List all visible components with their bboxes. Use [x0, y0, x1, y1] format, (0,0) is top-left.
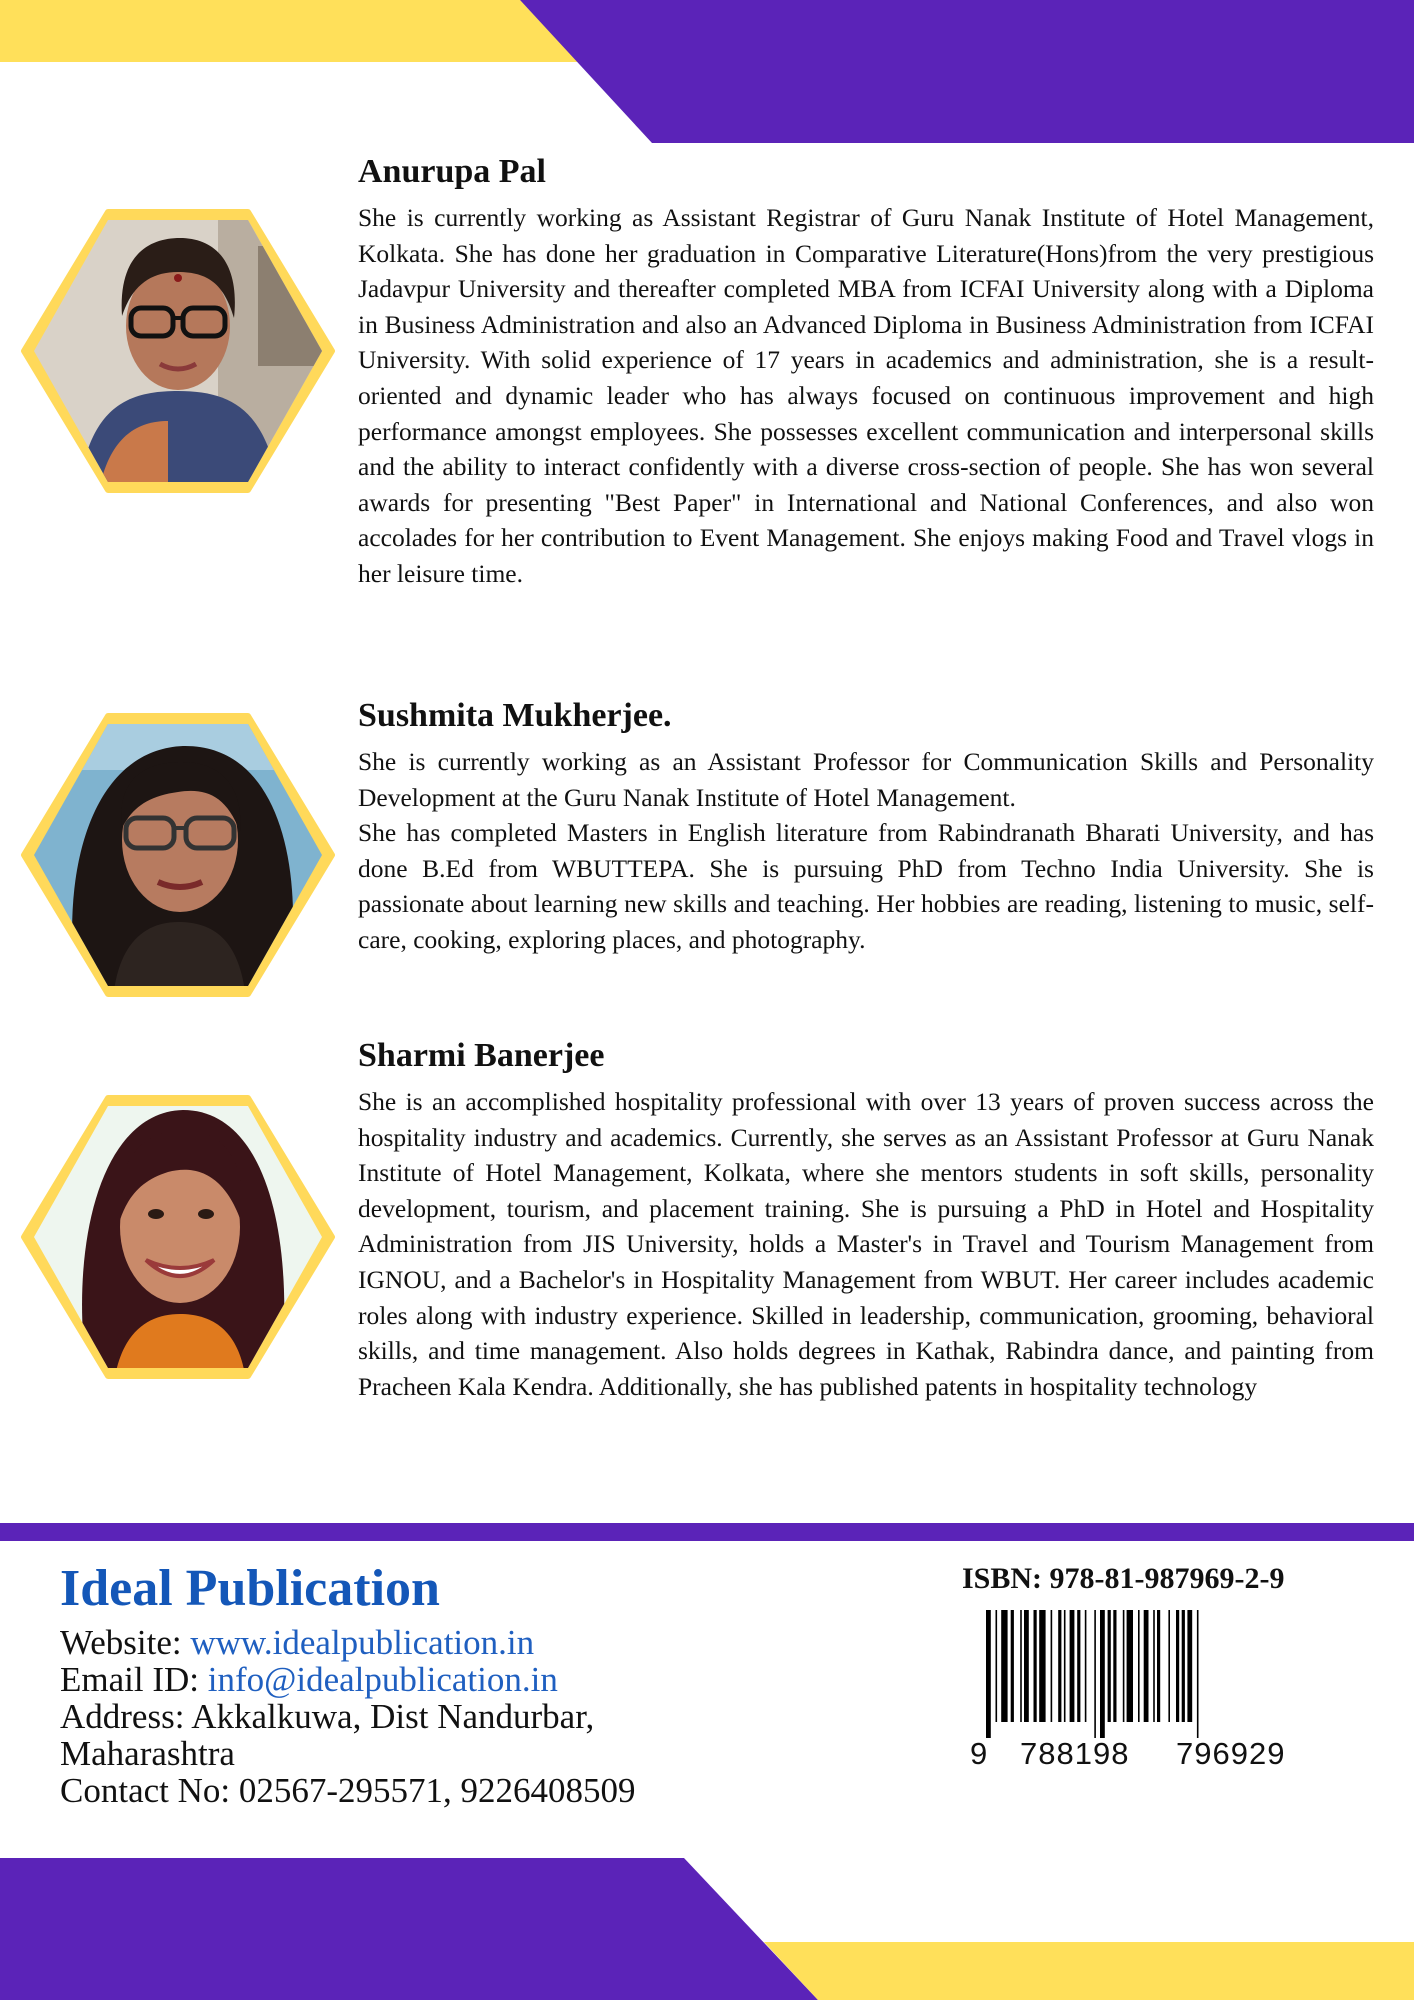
barcode-bar [1094, 1610, 1096, 1738]
barcode-bar [986, 1610, 991, 1738]
profile-name: Sharmi Banerjee [358, 1037, 605, 1074]
email-label: Email ID: [60, 1660, 208, 1699]
barcode-bar [1153, 1610, 1155, 1722]
barcode-bar [1187, 1610, 1192, 1722]
barcode-bar [1020, 1610, 1022, 1722]
barcode-bar [1113, 1610, 1116, 1722]
profile-name: Sushmita Mukherjee. [358, 697, 672, 734]
publisher-contact: Contact No: 02567-295571, 9226408509 [60, 1771, 636, 1810]
profile-bio: She is an accomplished hospitality professional with over 13 years of proven success across the hospitality industry and academics. Currently, she serves as an Assistant Professor at Guru Nanak Institute of Hotel Management, Kolkata, where she mentors students in soft skills, personality development, tourism, and placement training. She is pursuing a PhD in Hotel and Hospitality Administration from JIS University, holds a Master's in Travel and Tourism Management from IGNOU, and a Bachelor's in Hospitality Management from WBUT. Her career includes academic roles along with industry experience. Skilled in leadership, communication, grooming, behavioral skills, and time management. Also holds degrees in Kathak, Rabindra dance, and painting from Pracheen Kala Kendra. Additionally, she has published patents in hospitality technology [358, 1087, 1374, 1401]
barcode-bar [1157, 1610, 1160, 1722]
portrait-photo-icon [18, 710, 338, 1000]
barcode-bar [1085, 1610, 1087, 1722]
barcode-digits-group-2: 796929 [1176, 1736, 1286, 1771]
profile-bio: She is currently working as Assistant Registrar of Guru Nanak Institute of Hotel Management, Kolkata. She has done her graduation in Comparative Literature(Hons)from the very prestigious Jadavpur University and thereafter completed MBA from ICFAI University along with a Diploma in Business Administration and also an Advanced Diploma in Business Administration from ICFAI University. With solid experience of 17 years in academics and administration, she is a result-oriented and dynamic leader who has always focused on continuous improvement and high performance amongst employees. She possesses excellent communication and interpersonal skills and the ability to interact confidently with a diverse cross-section of people. She has won several awards for presenting "Best Paper" in International and National Conferences, and also won accolades for her contribution to Event Management. She enjoys making Food and Travel vlogs in her leisure time. [358, 203, 1374, 588]
publisher-email [60, 1661, 820, 1698]
barcode-bar [1127, 1610, 1133, 1722]
publisher-info [60, 1560, 820, 1809]
barcode-bar [1182, 1610, 1185, 1722]
barcode-bar [1123, 1610, 1125, 1722]
barcode-bar [1039, 1610, 1045, 1722]
email-link[interactable]: info@idealpublication.in [207, 1660, 558, 1699]
footer-divider [0, 1523, 1414, 1541]
barcode-bar [1168, 1610, 1170, 1722]
barcode-bar [1108, 1610, 1111, 1722]
bio-block [358, 694, 1374, 958]
portrait-photo-icon [18, 206, 338, 496]
portrait-photo-icon [18, 1092, 338, 1382]
barcode-bar [1034, 1610, 1037, 1722]
publisher-website [60, 1624, 820, 1661]
bottom-decoration [0, 1858, 1414, 2000]
top-decoration [0, 0, 1414, 145]
bio-block [358, 150, 1374, 592]
barcode-digits-group-1: 788198 [1020, 1736, 1130, 1771]
barcode-bar [1001, 1610, 1007, 1722]
barcode-bar [1144, 1610, 1149, 1722]
barcode-icon [972, 1610, 1312, 1738]
barcode-bar [1024, 1610, 1029, 1722]
barcode-bar [1058, 1610, 1061, 1722]
barcode-bar [1077, 1610, 1080, 1722]
publisher-address-line-1: Address: Akkalkuwa, Dist Nandurbar, [60, 1697, 595, 1736]
profile-bio-line-2: She has completed Masters in English literature from Rabindranath Bharati University, and has done B.Ed from WBUTTEPA. She is pursuing PhD from Techno India University. She is passionate about learning new skills and teaching. Her hobbies are reading, listening to music, self-care, cooking, exploring places, and photography. [358, 818, 1374, 954]
publisher-address-line-2: Maharashtra [60, 1734, 235, 1773]
publisher-name: Ideal Publication [60, 1560, 440, 1617]
barcode-bar [996, 1610, 998, 1722]
isbn-label: ISBN: 978-81-987969-2-9 [962, 1562, 1285, 1595]
barcode-digit-first: 9 [970, 1736, 989, 1771]
website-link[interactable]: www.idealpublication.in [190, 1623, 535, 1662]
website-label: Website: [60, 1623, 191, 1662]
barcode-bar [1051, 1610, 1053, 1722]
bio-block [358, 1034, 1374, 1404]
barcode-bar [1138, 1610, 1140, 1722]
profile-name: Anurupa Pal [358, 153, 546, 190]
barcode-bar [1064, 1610, 1066, 1722]
barcode-bar [1100, 1610, 1105, 1738]
barcode-bar [1176, 1610, 1179, 1722]
barcode-bar [1011, 1610, 1014, 1722]
barcode-bar [1197, 1610, 1199, 1738]
profile-bio-line-1: She is currently working as an Assistant Professor for Communication Skills and Personality Development at the Guru Nanak Institute of Hotel Management. [358, 747, 1374, 812]
barcode-bar [1070, 1610, 1075, 1722]
